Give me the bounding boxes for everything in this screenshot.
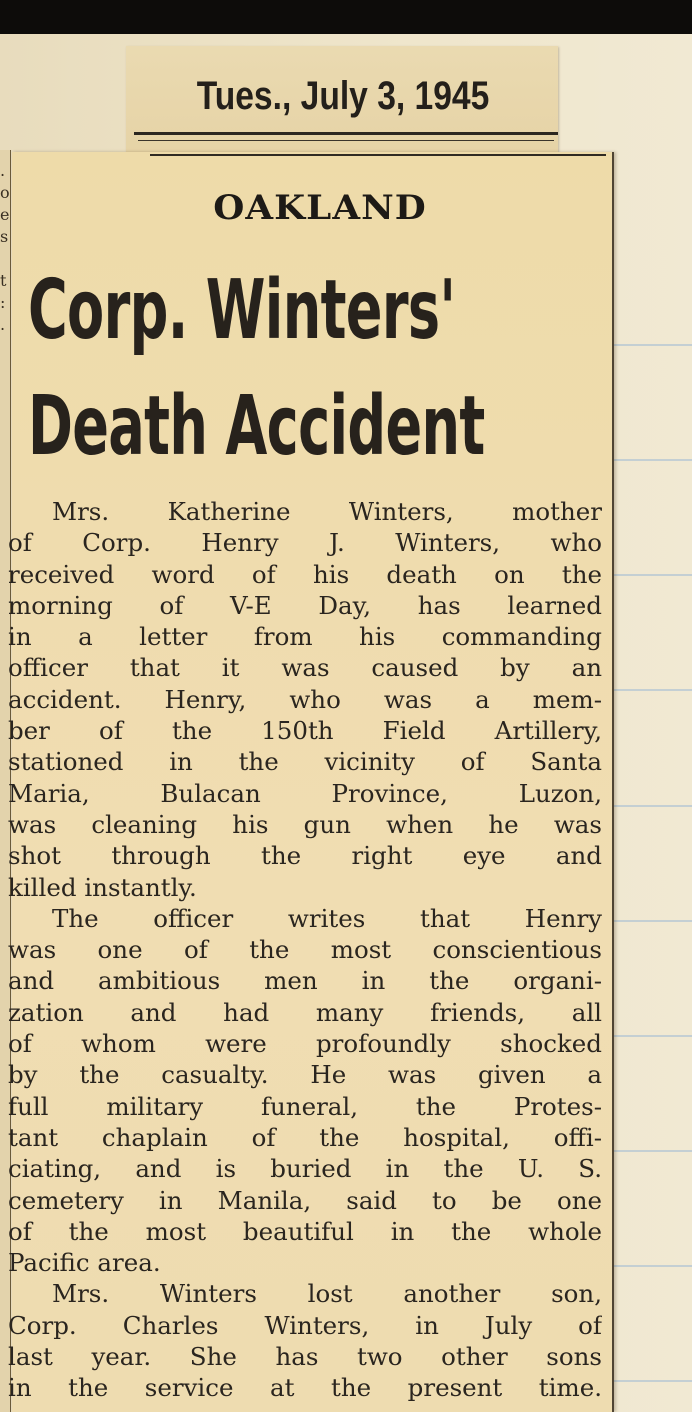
body-line: Corp. Charles Winters, in July of bbox=[8, 1310, 602, 1340]
body-line: full military funeral, the Protes- bbox=[8, 1091, 602, 1121]
body-line: and ambitious men in the organi- bbox=[8, 966, 602, 996]
body-line: stationed in the vicinity of Santa bbox=[8, 747, 602, 777]
body-line: shot through the right eye and bbox=[8, 841, 602, 871]
date-rule-thin bbox=[138, 140, 554, 141]
date-line: Tues., July 3, 1945 bbox=[196, 74, 490, 118]
left-edge-text-fragment: . o e s t : . bbox=[0, 161, 10, 334]
body-line: last year. She has two other sons bbox=[8, 1342, 602, 1372]
body-line: of Corp. Henry J. Winters, who bbox=[8, 528, 602, 558]
body-line: was cleaning his gun when he was bbox=[8, 809, 602, 839]
section-label: OAKLAND bbox=[213, 188, 427, 228]
headline-line: Death Accident bbox=[28, 379, 485, 474]
body-line: Mrs. Winters lost another son, bbox=[52, 1279, 602, 1309]
body-line: of the most beautiful in the whole bbox=[8, 1216, 602, 1246]
body-line: in the service at the present time. bbox=[8, 1373, 602, 1403]
article-body bbox=[8, 496, 602, 1404]
body-line: morning of V-E Day, has learned bbox=[8, 590, 602, 620]
body-line: ber of the 150th Field Artillery, bbox=[8, 716, 602, 746]
body-line: cemetery in Manila, said to be one bbox=[8, 1185, 602, 1215]
body-line: was one of the most conscientious bbox=[8, 935, 602, 965]
body-line: in a letter from his commanding bbox=[8, 622, 602, 652]
date-rule bbox=[134, 132, 558, 135]
body-line: Pacific area. bbox=[8, 1248, 161, 1278]
article-top-rule bbox=[150, 154, 606, 156]
body-line: by the casualty. He was given a bbox=[8, 1060, 602, 1090]
body-line: accident. Henry, who was a mem- bbox=[8, 684, 602, 714]
body-line: Maria, Bulacan Province, Luzon, bbox=[8, 778, 602, 808]
body-line: ciating, and is buried in the U. S. bbox=[8, 1154, 602, 1184]
scan-top-border bbox=[0, 0, 692, 34]
body-line: tant chaplain of the hospital, offi- bbox=[8, 1122, 602, 1152]
body-line: of whom were profoundly shocked bbox=[8, 1029, 602, 1059]
body-line: officer that it was caused by an bbox=[8, 653, 602, 683]
body-line: killed instantly. bbox=[8, 872, 197, 902]
body-line: Mrs. Katherine Winters, mother bbox=[52, 497, 602, 526]
body-line: zation and had many friends, all bbox=[8, 997, 602, 1027]
body-line: received word of his death on the bbox=[8, 559, 602, 589]
body-line: The officer writes that Henry bbox=[52, 903, 602, 933]
ruled-paper-lines bbox=[612, 34, 692, 1412]
headline-line: Corp. Winters' bbox=[28, 263, 456, 358]
